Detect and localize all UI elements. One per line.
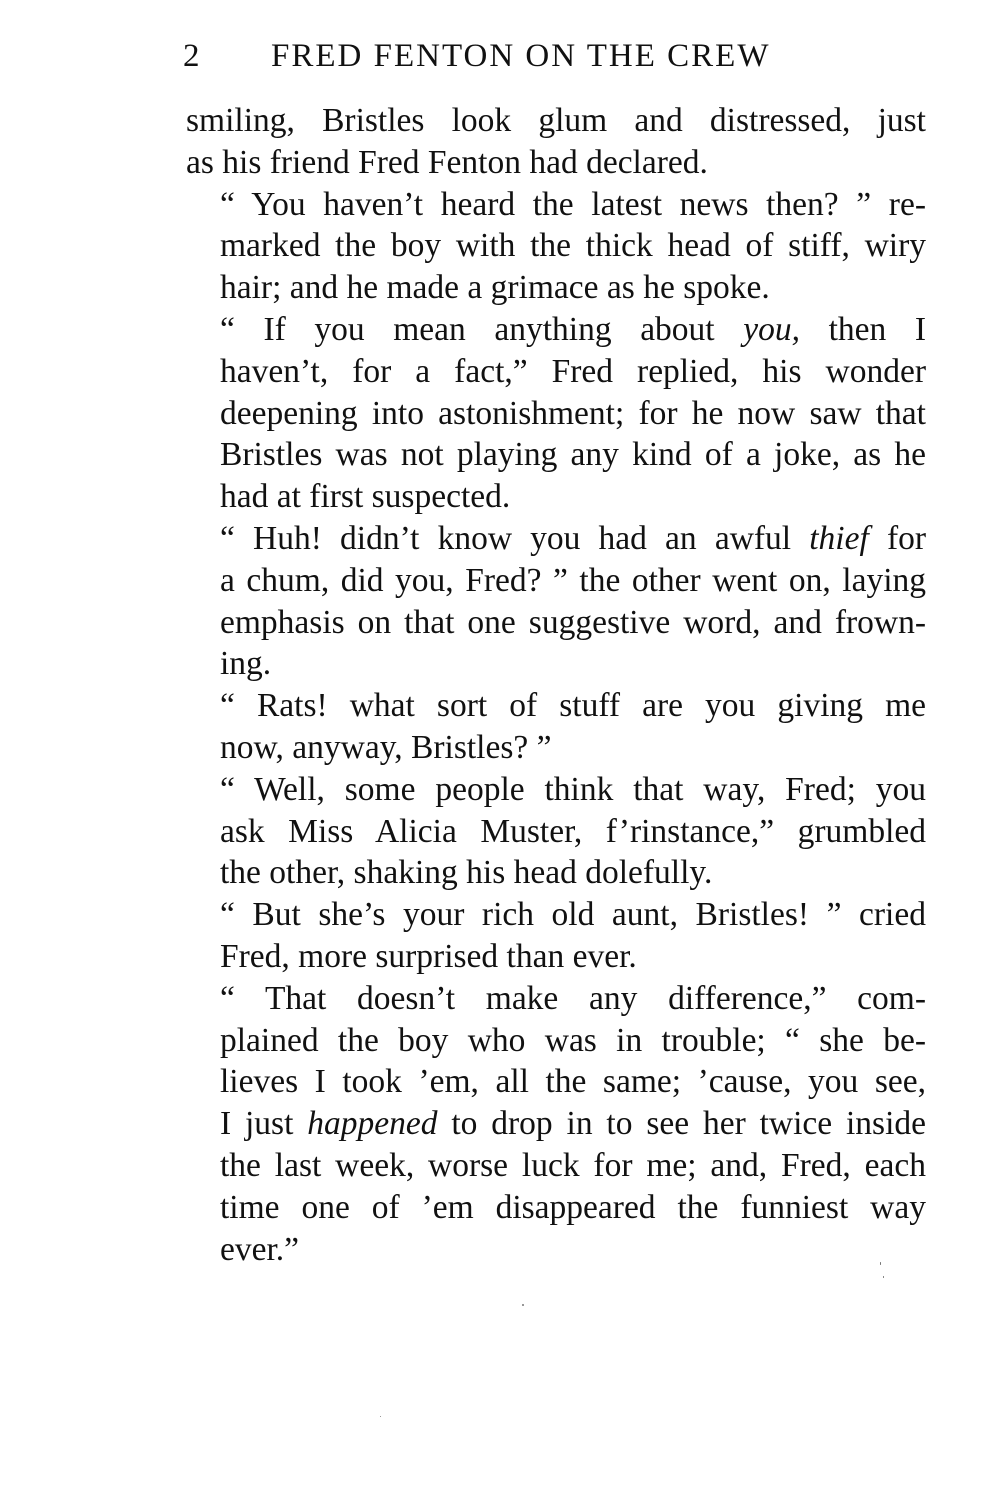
- text-line: hair; and he made a grimace as he spoke.: [220, 269, 770, 307]
- text-line: ask Miss Alicia Muster, f’rinstance,” grumbled: [220, 812, 926, 850]
- text-line: “ You haven’t heard the latest news then? ” re-: [220, 185, 926, 223]
- text-line: ever.”: [220, 1230, 300, 1268]
- text-segment: I just: [220, 1105, 308, 1143]
- text-line: ing.: [220, 645, 272, 683]
- text-segment: then I: [799, 310, 926, 348]
- text-line: [186, 1103, 926, 1145]
- text-line: Bristles was not playing any kind of a joke, as he: [220, 436, 926, 474]
- text-line: lieves I took ’em, all the same; ’cause, you see,: [220, 1063, 926, 1101]
- paragraph: [186, 518, 926, 685]
- running-head: [183, 36, 843, 76]
- body-text: [186, 100, 926, 1270]
- italic-word: thief: [809, 519, 869, 557]
- italic-word: happened: [307, 1105, 438, 1143]
- print-speck: [522, 1304, 524, 1306]
- print-speck: [883, 1276, 884, 1278]
- text-line: emphasis on that one suggestive word, and frown-: [220, 603, 926, 641]
- text-segment: “ Huh! didn’t know you had an awful: [220, 519, 810, 557]
- text-line: time one of ’em disappeared the funniest way: [220, 1188, 926, 1226]
- print-speck: [880, 1262, 881, 1265]
- paragraph: [186, 685, 926, 769]
- text-line: deepening into astonishment; for he now saw that: [220, 394, 926, 432]
- text-segment: “ If you mean anything about: [220, 310, 744, 348]
- italic-word: you,: [743, 310, 800, 348]
- paragraph: [186, 100, 926, 184]
- text-line: Fred, more surprised than ever.: [220, 937, 637, 975]
- text-line: haven’t, for a fact,” Fred replied, his wonder: [220, 352, 926, 390]
- text-line: as his friend Fred Fenton had declared.: [186, 143, 708, 181]
- text-line: plained the boy who was in trouble; “ she be-: [220, 1021, 926, 1059]
- text-line: “ Well, some people think that way, Fred; you: [220, 770, 926, 808]
- text-line: now, anyway, Bristles? ”: [220, 728, 552, 766]
- text-line: the last week, worse luck for me; and, Fred, each: [220, 1146, 926, 1184]
- paragraph: [186, 769, 926, 894]
- text-line: marked the boy with the thick head of stiff, wiry: [220, 227, 926, 265]
- text-line: smiling, Bristles look glum and distressed, just: [186, 102, 926, 139]
- paragraph: [186, 978, 926, 1271]
- paragraph: [186, 894, 926, 978]
- paragraph: [186, 184, 926, 309]
- text-line: had at first suspected.: [220, 478, 511, 516]
- text-line: “ Rats! what sort of stuff are you giving me: [220, 687, 926, 725]
- print-speck: [380, 1416, 381, 1417]
- text-line: “ But she’s your rich old aunt, Bristles! ” cried: [220, 896, 926, 934]
- paragraph: [186, 309, 926, 518]
- text-line: [186, 309, 926, 351]
- text-line: “ That doesn’t make any difference,” com-: [220, 979, 926, 1017]
- text-line: [186, 518, 926, 560]
- text-line: a chum, did you, Fred? ” the other went on, laying: [220, 561, 926, 599]
- text-line: the other, shaking his head dolefully.: [220, 854, 713, 892]
- text-segment: to drop in to see her twice inside: [437, 1105, 926, 1143]
- book-title: FRED FENTON ON THE CREW: [271, 38, 771, 74]
- page-number: 2: [183, 38, 202, 74]
- text-segment: for: [868, 519, 927, 557]
